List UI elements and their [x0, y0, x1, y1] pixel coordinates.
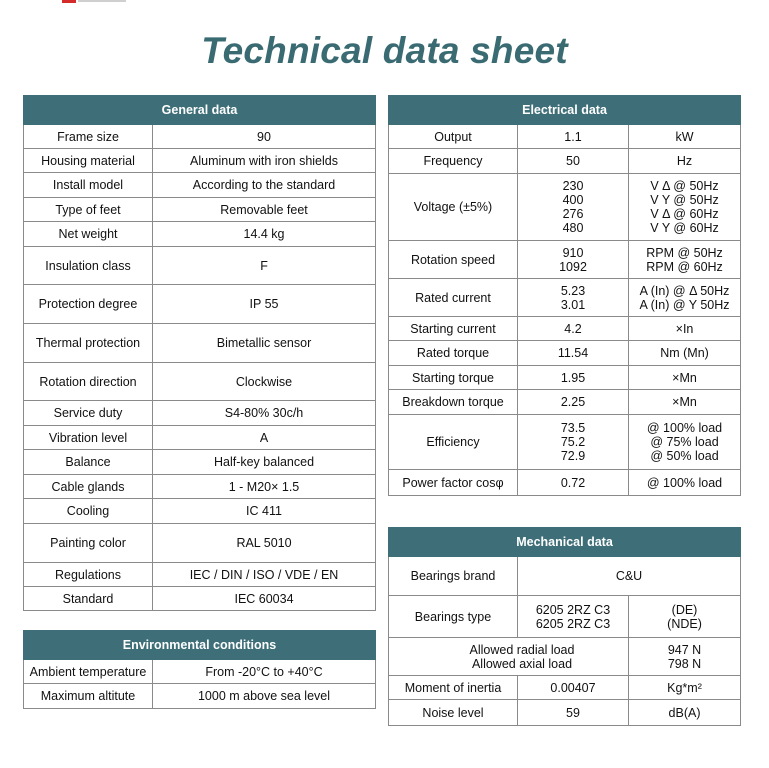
row-label: Cable glands [24, 475, 153, 499]
value-line: 5.23 [560, 283, 586, 298]
row-value: 59 [518, 700, 629, 726]
unit-line: A (In) @ Y 50Hz [639, 297, 730, 312]
row-value: Removable feet [153, 198, 376, 222]
row-label: Ambient temperature [24, 660, 153, 684]
unit-line: @ 100% load [646, 421, 723, 435]
row-values [518, 470, 629, 496]
row-label: Bearings brand [389, 557, 518, 596]
table-row [24, 324, 376, 363]
table-row [389, 676, 741, 700]
row-value: 0.00407 [518, 676, 629, 700]
value-line: 11.54 [557, 346, 589, 360]
table-row [24, 499, 376, 524]
table-row [24, 587, 376, 611]
value-line: 75.2 [560, 435, 586, 449]
row-values [518, 149, 629, 174]
row-label: Starting current [389, 317, 518, 341]
unit-line: @ 100% load [646, 475, 723, 490]
unit-line: V Δ @ 50Hz [650, 179, 719, 193]
table-row [389, 700, 741, 726]
row-label: Rated torque [389, 341, 518, 366]
table-row [24, 173, 376, 198]
value-line: 480 [562, 221, 584, 235]
table-row [24, 475, 376, 499]
unit-line: ×Mn [672, 370, 697, 385]
table-row [389, 341, 741, 366]
value-line: 230 [562, 179, 584, 193]
unit-line: RPM @ 60Hz [646, 259, 723, 274]
row-label: Install model [24, 173, 153, 198]
mechanical-data-header: Mechanical data [389, 528, 741, 557]
row-value: F [153, 247, 376, 285]
row-label: Noise level [389, 700, 518, 726]
row-label: Rated current [389, 279, 518, 317]
table-row [389, 241, 741, 279]
row-label: Type of feet [24, 198, 153, 222]
row-label: Starting torque [389, 366, 518, 390]
value-line: 1092 [559, 259, 587, 274]
row-label: Moment of inertia [389, 676, 518, 700]
table-row [389, 390, 741, 415]
general-data-header: General data [24, 96, 376, 125]
row-label: Protection degree [24, 285, 153, 324]
unit-line: RPM @ 50Hz [646, 245, 723, 260]
row-value: Bimetallic sensor [153, 324, 376, 363]
row-labels [389, 638, 629, 676]
row-values [518, 415, 629, 470]
table-row [24, 660, 376, 684]
electrical-data-header: Electrical data [389, 96, 741, 125]
table-row [389, 415, 741, 470]
table-row [389, 174, 741, 241]
table-row [24, 247, 376, 285]
value-line: 4.2 [564, 321, 582, 336]
row-units [629, 596, 741, 638]
environmental-conditions-header: Environmental conditions [24, 631, 376, 660]
row-label: Housing material [24, 149, 153, 173]
table-row [389, 470, 741, 496]
value-line: 1.95 [560, 370, 586, 385]
page-title: Technical data sheet [201, 30, 568, 71]
row-value: 1 - M20× 1.5 [153, 475, 376, 499]
brand-logo-mark [62, 0, 126, 3]
row-value: From -20°C to +40°C [153, 660, 376, 684]
row-label: Balance [24, 450, 153, 475]
row-label: Bearings type [389, 596, 518, 638]
environmental-conditions-table [23, 630, 376, 709]
row-label: Output [389, 125, 518, 149]
mechanical-data-table [388, 527, 741, 726]
electrical-data-table [388, 95, 741, 496]
table-row [389, 279, 741, 317]
value-line: 50 [566, 154, 580, 168]
unit-line: V Δ @ 60Hz [650, 207, 719, 221]
row-value: Aluminum with iron shields [153, 149, 376, 173]
row-units [629, 149, 741, 174]
row-units [629, 241, 741, 279]
row-label: Standard [24, 587, 153, 611]
value-line: 400 [562, 193, 584, 207]
unit-line: V Y @ 60Hz [650, 221, 719, 235]
table-row [389, 596, 741, 638]
unit-line: ×In [675, 321, 694, 336]
table-row [24, 198, 376, 222]
unit-line: @ 50% load [650, 449, 719, 463]
row-units [629, 279, 741, 317]
label-line: Allowed radial load [469, 642, 575, 657]
value-line: 947 N [667, 642, 702, 657]
row-value: 1000 m above sea level [153, 684, 376, 709]
row-label: Rotation direction [24, 363, 153, 401]
label-line: Allowed axial load [471, 656, 573, 671]
row-values [518, 390, 629, 415]
row-units [629, 470, 741, 496]
row-label: Efficiency [389, 415, 518, 470]
unit-line: kW [675, 129, 694, 144]
row-units [629, 390, 741, 415]
unit-line: (NDE) [667, 616, 702, 631]
row-values [518, 317, 629, 341]
row-label: Thermal protection [24, 324, 153, 363]
row-label: Breakdown torque [389, 390, 518, 415]
row-values [518, 125, 629, 149]
row-units [629, 366, 741, 390]
table-row [24, 450, 376, 475]
row-value: C&U [518, 557, 741, 596]
row-label: Rotation speed [389, 241, 518, 279]
value-line: 2.25 [560, 395, 586, 409]
table-row [389, 557, 741, 596]
value-line: 798 N [667, 656, 702, 671]
row-units [629, 125, 741, 149]
table-row [24, 401, 376, 426]
row-value: RAL 5010 [153, 524, 376, 563]
table-row [24, 426, 376, 450]
value-line: 72.9 [560, 449, 586, 463]
row-label: Regulations [24, 563, 153, 587]
row-value: Half-key balanced [153, 450, 376, 475]
table-row [24, 684, 376, 709]
general-data-table [23, 95, 376, 611]
unit-line: (DE) [671, 602, 698, 617]
value-line: 3.01 [560, 297, 586, 312]
row-value: IEC / DIN / ISO / VDE / EN [153, 563, 376, 587]
row-label: Cooling [24, 499, 153, 524]
table-row [24, 222, 376, 247]
value-line: 6205 2RZ C3 [535, 616, 611, 631]
table-row [24, 149, 376, 173]
row-values [518, 279, 629, 317]
row-values [629, 638, 741, 676]
unit-line: Nm (Mn) [660, 346, 709, 360]
table-row [389, 149, 741, 174]
row-unit: Kg*m² [629, 676, 741, 700]
row-value: According to the standard [153, 173, 376, 198]
row-label: Insulation class [24, 247, 153, 285]
value-line: 6205 2RZ C3 [535, 602, 611, 617]
row-values [518, 174, 629, 241]
row-values [518, 241, 629, 279]
value-line: 910 [562, 245, 584, 260]
value-line: 1.1 [564, 129, 582, 144]
table-row [389, 638, 741, 676]
table-row [24, 524, 376, 563]
row-label: Service duty [24, 401, 153, 426]
value-line: 73.5 [560, 421, 586, 435]
table-row [389, 366, 741, 390]
table-row [24, 125, 376, 149]
row-value: Clockwise [153, 363, 376, 401]
row-values [518, 366, 629, 390]
unit-line: A (In) @ Δ 50Hz [639, 283, 730, 298]
row-label: Power factor cosφ [389, 470, 518, 496]
row-label: Net weight [24, 222, 153, 247]
row-value: IC 411 [153, 499, 376, 524]
row-value: 90 [153, 125, 376, 149]
row-units [629, 415, 741, 470]
unit-line: ×Mn [672, 395, 697, 409]
value-line: 276 [562, 207, 584, 221]
unit-line: Hz [676, 154, 693, 168]
row-label: Painting color [24, 524, 153, 563]
row-value: IEC 60034 [153, 587, 376, 611]
row-units [629, 174, 741, 241]
unit-line: @ 75% load [650, 435, 719, 449]
row-label: Vibration level [24, 426, 153, 450]
table-row [24, 563, 376, 587]
row-value: S4-80% 30c/h [153, 401, 376, 426]
value-line: 0.72 [560, 475, 586, 490]
row-label: Voltage (±5%) [389, 174, 518, 241]
table-row [389, 317, 741, 341]
row-units [629, 317, 741, 341]
row-units [629, 341, 741, 366]
row-values [518, 341, 629, 366]
row-values [518, 596, 629, 638]
table-row [389, 125, 741, 149]
table-row [24, 363, 376, 401]
row-label: Frame size [24, 125, 153, 149]
row-value: IP 55 [153, 285, 376, 324]
row-unit: dB(A) [629, 700, 741, 726]
row-label: Maximum altitute [24, 684, 153, 709]
table-row [24, 285, 376, 324]
row-value: A [153, 426, 376, 450]
unit-line: V Y @ 50Hz [650, 193, 719, 207]
row-label: Frequency [389, 149, 518, 174]
row-value: 14.4 kg [153, 222, 376, 247]
